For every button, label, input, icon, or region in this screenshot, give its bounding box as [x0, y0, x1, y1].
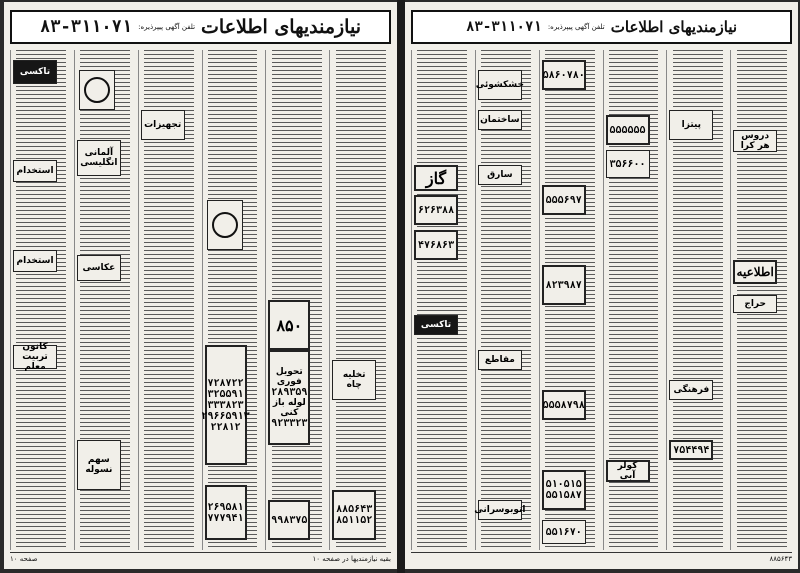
ad-heading: ساختمان — [480, 115, 520, 125]
ad-box — [733, 130, 777, 152]
ad-box — [13, 250, 57, 272]
column — [202, 50, 264, 550]
ad-box — [268, 500, 310, 540]
ad-heading: کانون تربیت معلم — [22, 342, 48, 372]
right-page — [405, 2, 798, 569]
ad-box — [205, 485, 247, 540]
ad-heading: مقاطع — [484, 355, 515, 365]
ad-heading: تاکسی — [420, 320, 452, 330]
ad-heading: اتوبوسرانی — [474, 505, 526, 515]
left-columns — [10, 50, 391, 550]
ad-box — [542, 520, 586, 544]
ad-heading: استخدام — [16, 256, 54, 266]
page-footer — [10, 552, 391, 565]
ad-heading: دروس هر کرا — [740, 131, 770, 151]
ad-box — [542, 185, 586, 215]
ad-phone: ۵۵۵۵۵۵ — [609, 124, 646, 136]
emblem-icon — [84, 77, 110, 103]
ad-box — [13, 160, 57, 182]
column — [475, 50, 537, 550]
header-title: نیازمندیهای اطلاعات — [610, 18, 738, 36]
ad-phone: ۲۲۸۱۲ — [210, 421, 241, 433]
column — [411, 50, 473, 550]
page-header — [411, 10, 792, 44]
ad-box — [478, 110, 522, 130]
column — [730, 50, 792, 550]
ad-box — [332, 360, 376, 400]
ad-phone: ۵۵۵۶۹۷ — [545, 194, 582, 206]
right-columns — [411, 50, 792, 550]
ad-box — [332, 490, 376, 540]
ad-box — [77, 140, 121, 176]
ad-heading: تاکسی — [19, 67, 51, 77]
ad-box — [13, 342, 57, 372]
ad-box — [414, 165, 458, 191]
ad-box — [13, 60, 57, 84]
ad-box — [606, 115, 650, 145]
ad-heading: حراج — [744, 299, 766, 309]
ad-box — [268, 350, 310, 445]
ad-phone: ۳۵۶۶۰۰ — [609, 158, 646, 170]
header-subtitle: تلفن آگهی پیپرذیره: — [547, 23, 605, 31]
ad-box — [478, 350, 522, 370]
column — [10, 50, 72, 550]
ad-heading: استخدام — [16, 166, 54, 176]
ad-box — [733, 295, 777, 313]
ad-box — [669, 110, 713, 140]
ad-phone: ۹۲۳۳۲۳ — [271, 417, 308, 429]
ad-number: ۸۵۰ — [276, 315, 303, 335]
page-gutter — [397, 0, 405, 573]
ad-phone: ۷۵۴۴۹۴ — [673, 444, 710, 456]
ad-phone: ۵۵۱۶۷۰ — [545, 526, 582, 538]
ad-box — [669, 440, 713, 460]
ad-box — [606, 150, 650, 178]
ad-heading: لوله باز کنی — [272, 397, 306, 418]
header-phone: ۸۳-۳۱۱۰۷۱ — [465, 19, 542, 35]
left-page — [4, 2, 397, 569]
header-phone: ۸۳-۳۱۱۰۷۱ — [40, 17, 133, 37]
ad-phone: ۹۹۸۳۷۵ — [271, 514, 308, 526]
ad-box — [606, 460, 650, 482]
ad-box — [77, 255, 121, 281]
ad-box — [542, 470, 586, 510]
header-title: نیازمندیهای اطلاعات — [201, 16, 361, 38]
ad-heading: تجهیزات — [144, 120, 182, 130]
ad-phone: ۸۸۵۶۴۳ — [336, 504, 373, 515]
ad-heading: تحویل فوری — [275, 366, 303, 387]
ad-phone: ۶۲۶۳۸۸ — [417, 204, 455, 216]
ad-phone: ۸۵۱۱۵۲ — [336, 515, 373, 526]
column — [74, 50, 136, 550]
ad-heading: کولر آبی — [617, 461, 638, 481]
ad-box — [478, 165, 522, 185]
ad-box — [201, 345, 250, 465]
page-header — [10, 10, 391, 44]
ad-box — [414, 230, 458, 260]
ad-phone: ۵۸۶۰۷۸۰ — [542, 69, 585, 81]
column — [603, 50, 665, 550]
ad-phone: ۲۶۹۵۸۱ — [207, 501, 244, 513]
footer-page-number: صفحه ۱۰ — [10, 555, 38, 563]
ad-box — [414, 315, 458, 335]
ad-box — [207, 200, 243, 250]
ad-box — [79, 70, 115, 110]
ad-phone: ۲۸۹۳۵۹ — [271, 386, 308, 398]
ad-phone: ۳۳۳۸۲۳ — [207, 399, 244, 411]
ad-box — [268, 300, 310, 350]
ad-box — [542, 390, 586, 420]
emblem-icon — [212, 212, 238, 238]
ad-phone: ۵۱۰۵۱۵ — [545, 479, 582, 490]
ad-phone: ۴۷۶۸۶۳ — [417, 239, 455, 251]
ad-heading: اطلاعیه — [736, 264, 774, 279]
ad-phone: ۵۵۱۵۸۷ — [545, 490, 582, 501]
column — [666, 50, 728, 550]
ad-heading: سارق — [487, 170, 513, 180]
ad-phone: ۵۵۵۸۷۹۸ — [542, 399, 585, 411]
ad-box — [474, 500, 526, 520]
ad-box — [414, 195, 458, 225]
ad-box — [77, 440, 121, 490]
column — [265, 50, 327, 550]
ad-heading: فرهنگی — [673, 385, 710, 395]
ad-phone: ۳۲۵۵۹۱ — [207, 388, 244, 400]
ad-phone: ۸۲۳۹۸۷ — [545, 279, 582, 291]
ad-phone: ۷۲۸۷۲۲ — [207, 377, 244, 389]
ad-heading: گاز — [425, 168, 447, 188]
ad-box — [141, 110, 185, 140]
ad-phone: ۲۹۶۶۵۹۱۳ — [201, 410, 250, 422]
ad-box — [542, 265, 586, 305]
ad-heading: سهم نسوله — [85, 455, 113, 475]
ad-phone: ۷۷۷۹۴۱ — [207, 512, 244, 524]
ad-box — [475, 70, 524, 100]
column — [539, 50, 601, 550]
ad-box — [542, 60, 586, 90]
column — [138, 50, 200, 550]
ad-heading: پیتزا — [681, 120, 702, 130]
page-footer — [411, 552, 792, 565]
footer-note: ۸۸۵۶۴۳ — [769, 555, 792, 563]
ad-box — [669, 380, 713, 400]
ad-heading: عکاسی — [82, 263, 116, 273]
header-subtitle: تلفن آگهی پیپرذیره: — [138, 23, 196, 31]
ad-heading: تخلیه چاه — [342, 370, 366, 390]
column — [329, 50, 391, 550]
ad-heading: آلمانی انگلیسی — [80, 148, 118, 168]
ad-box — [733, 260, 777, 284]
footer-note: بقیه نیازمندیها در صفحه ۱۰ — [312, 555, 391, 563]
ad-heading: خشکشوئی — [475, 80, 524, 90]
